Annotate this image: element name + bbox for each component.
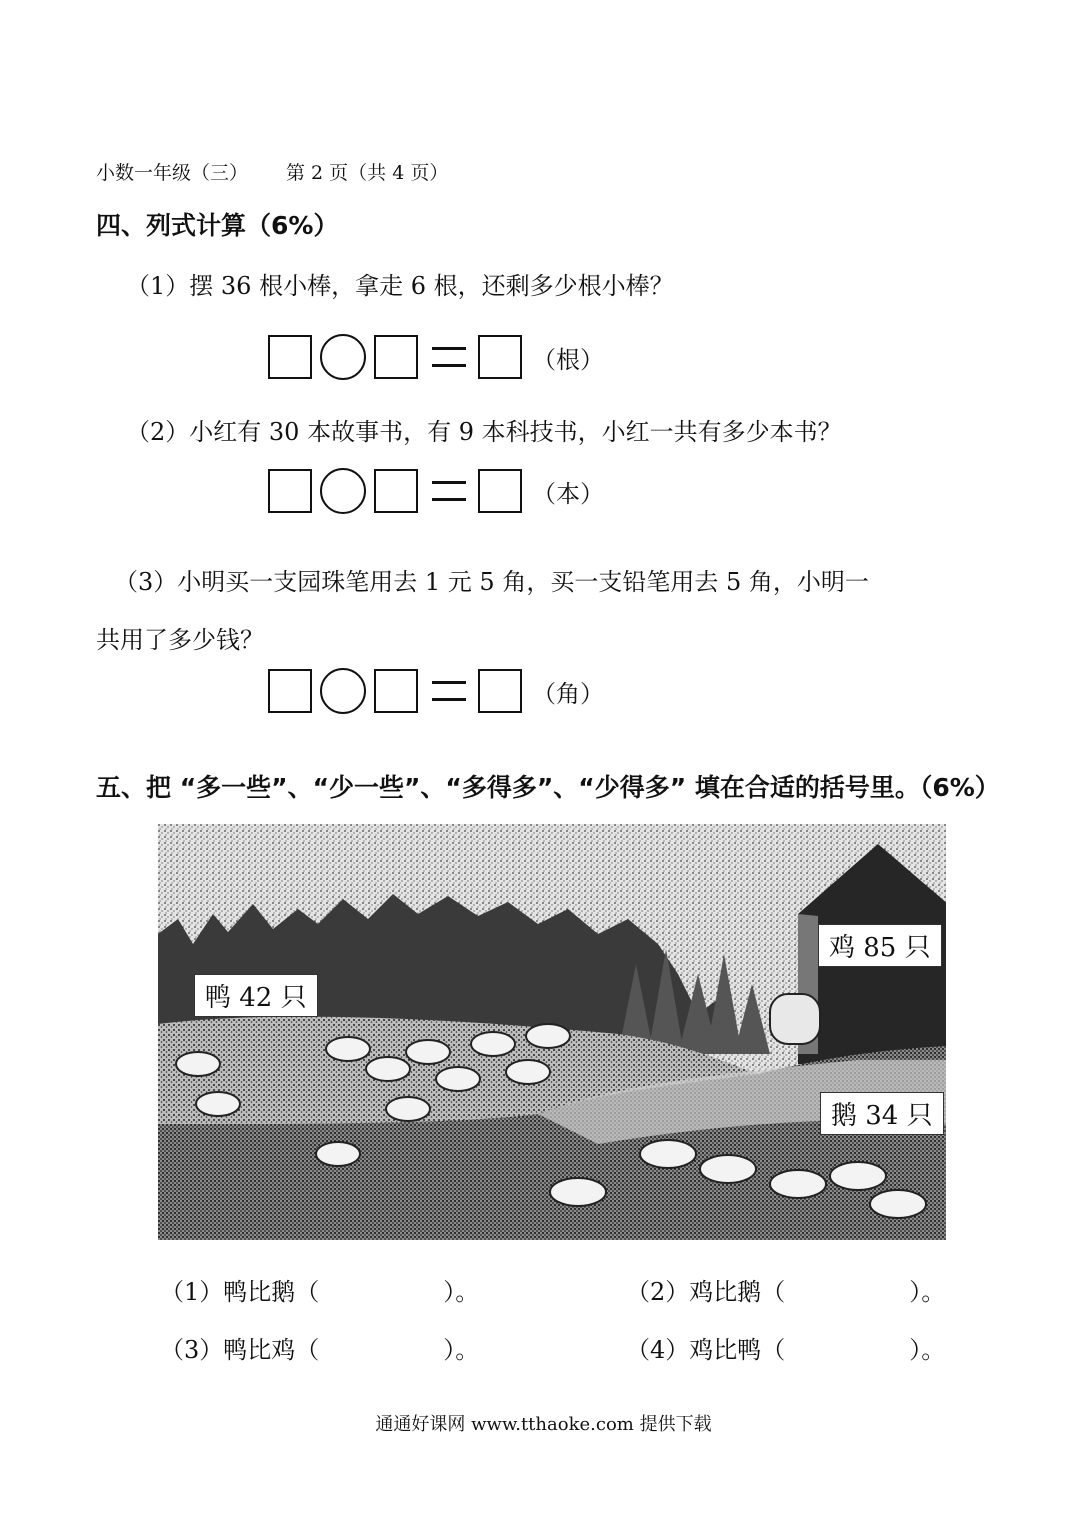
equals-sign bbox=[432, 481, 466, 501]
answer-box[interactable] bbox=[268, 669, 312, 713]
operator-circle[interactable] bbox=[320, 334, 366, 380]
question-1: （1）摆 36 根小棒，拿走 6 根，还剩多少根小棒？ bbox=[126, 272, 674, 300]
header-grade: 小数一年级（三） bbox=[96, 162, 249, 184]
equals-sign bbox=[432, 681, 466, 701]
fill-item-prompt: （3）鸭比鸡（ bbox=[160, 1336, 320, 1364]
fill-item-close: ）。 bbox=[909, 1278, 946, 1306]
unit-label: （角） bbox=[532, 679, 604, 708]
equals-sign bbox=[432, 347, 466, 367]
section4-title: 四、列式计算（6%） bbox=[96, 211, 339, 240]
operator-circle[interactable] bbox=[320, 668, 366, 714]
fill-item-close: ）。 bbox=[443, 1278, 480, 1306]
fill-item-4[interactable] bbox=[626, 1330, 945, 1365]
fill-item-close: ）。 bbox=[443, 1336, 480, 1364]
equation-3 bbox=[268, 668, 604, 714]
fill-item-prompt: （1）鸭比鹅（ bbox=[160, 1278, 320, 1306]
result-box[interactable] bbox=[478, 669, 522, 713]
answer-box[interactable] bbox=[268, 469, 312, 513]
operator-circle[interactable] bbox=[320, 468, 366, 514]
section5-title: 五、把 “多一些”、“少一些”、“多得多”、“少得多” 填在合适的括号里。（6%） bbox=[96, 773, 1000, 802]
answer-box[interactable] bbox=[268, 335, 312, 379]
fill-item-prompt: （4）鸡比鸭（ bbox=[626, 1336, 786, 1364]
answer-box[interactable] bbox=[374, 469, 418, 513]
farm-illustration bbox=[158, 824, 946, 1240]
result-box[interactable] bbox=[478, 335, 522, 379]
fill-item-prompt: （2）鸡比鹅（ bbox=[626, 1278, 786, 1306]
fill-item-2[interactable] bbox=[626, 1272, 945, 1307]
goose-sign: 鹅 34 只 bbox=[820, 1092, 944, 1135]
farm-scene-image bbox=[158, 824, 946, 1240]
question-3-line1: （3）小明买一支园珠笔用去 1 元 5 角，买一支铅笔用去 5 角，小明一 bbox=[114, 568, 869, 596]
page-header bbox=[96, 158, 448, 185]
chicken-sign: 鸡 85 只 bbox=[818, 924, 942, 967]
fill-item-close: ）。 bbox=[909, 1336, 946, 1364]
duck-sign: 鸭 42 只 bbox=[194, 974, 318, 1017]
equation-2 bbox=[268, 468, 604, 514]
question-2: （2）小红有 30 本故事书，有 9 本科技书，小红一共有多少本书？ bbox=[126, 418, 842, 446]
answer-box[interactable] bbox=[374, 669, 418, 713]
page-footer: 通通好课网 www.tthaoke.com 提供下载 bbox=[375, 1414, 712, 1435]
fill-item-1[interactable] bbox=[160, 1272, 479, 1307]
unit-label: （根） bbox=[532, 345, 604, 374]
fill-item-3[interactable] bbox=[160, 1330, 479, 1365]
result-box[interactable] bbox=[478, 469, 522, 513]
equation-1 bbox=[268, 334, 604, 380]
header-page: 第 2 页（共 4 页） bbox=[286, 162, 449, 184]
unit-label: （本） bbox=[532, 479, 604, 508]
question-3-line2: 共用了多少钱？ bbox=[96, 626, 264, 654]
answer-box[interactable] bbox=[374, 335, 418, 379]
